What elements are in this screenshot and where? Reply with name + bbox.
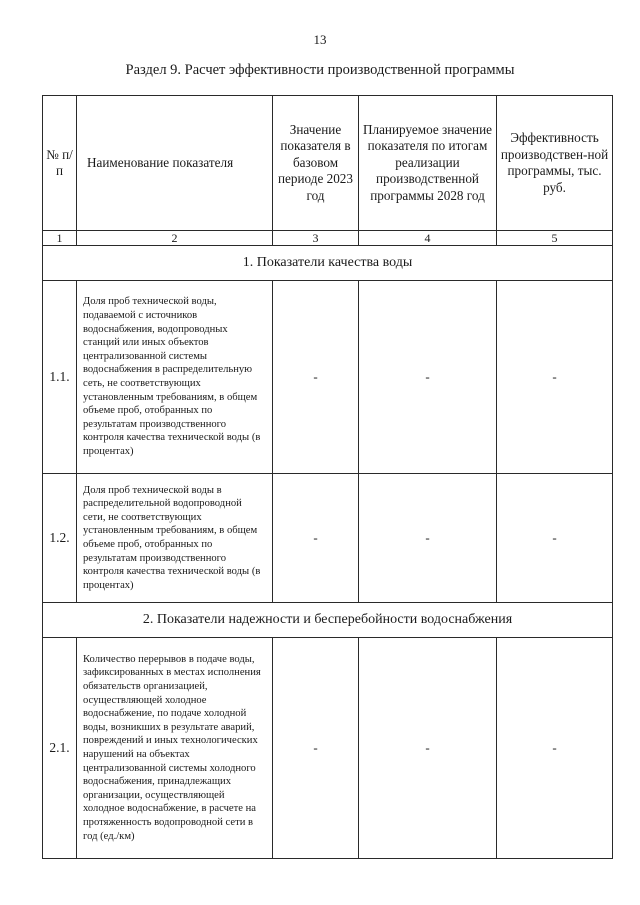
section-title: 1. Показатели качества воды (43, 246, 613, 281)
base-value: - (273, 474, 359, 603)
column-number: 4 (359, 231, 497, 246)
efficiency-value: - (497, 638, 613, 859)
header-indicator-name: Наименование показателя (77, 96, 273, 231)
indicator-name: Количество перерывов в подаче воды, зафиксированных в местах исполнения обязательств организацией, осуществляющей холодное водоснабжение, по подаче холодной воды, возникших в результате аварий, повреждений и иных технологических нарушений на объектах централизованной системы холодного водоснабжения, принадлежащих организации, осуществляющей холодное водоснабжение, в расчете на протяженность водопроводной сети в год (ед./км) (77, 638, 273, 859)
efficiency-table (42, 95, 613, 859)
table-row (43, 281, 613, 474)
header-number: № п/п (43, 96, 77, 231)
planned-value: - (359, 638, 497, 859)
section-header-row (43, 603, 613, 638)
section-header-row (43, 246, 613, 281)
efficiency-value: - (497, 281, 613, 474)
table-row (43, 638, 613, 859)
column-number: 3 (273, 231, 359, 246)
header-efficiency: Эффективность производствен-ной программы, тыс. руб. (497, 96, 613, 231)
column-number: 1 (43, 231, 77, 246)
planned-value: - (359, 281, 497, 474)
row-number: 1.1. (43, 281, 77, 474)
base-value: - (273, 638, 359, 859)
column-number: 2 (77, 231, 273, 246)
section-title: 2. Показатели надежности и бесперебойности водоснабжения (43, 603, 613, 638)
column-number: 5 (497, 231, 613, 246)
indicator-name: Доля проб технической воды, подаваемой с источников водоснабжения, водопроводных станций или иных объектов централизованной системы водоснабжения в распределительную сеть, не соответствующих установленным требованиям, в общем объеме проб, отобранных по результатам производственного контроля качества технической воды (в процентах) (77, 281, 273, 474)
page-title: Раздел 9. Расчет эффективности производственной программы (125, 62, 515, 78)
efficiency-value: - (497, 474, 613, 603)
planned-value: - (359, 474, 497, 603)
header-row (43, 96, 613, 231)
indicator-name: Доля проб технической воды в распределительной водопроводной сети, не соответствующих установленным требованиям, в общем объеме проб, отобранных по результатам производственного контроля качества технической воды (в процентах) (77, 474, 273, 603)
row-number: 2.1. (43, 638, 77, 859)
column-number-row (43, 231, 613, 246)
table-row (43, 474, 613, 603)
row-number: 1.2. (43, 474, 77, 603)
base-value: - (273, 281, 359, 474)
page-number: 13 (313, 32, 327, 47)
header-planned-value: Планируемое значение показателя по итогам реализации производственной программы 2028 год (359, 96, 497, 231)
header-base-value: Значение показателя в базовом периоде 2023 год (273, 96, 359, 231)
